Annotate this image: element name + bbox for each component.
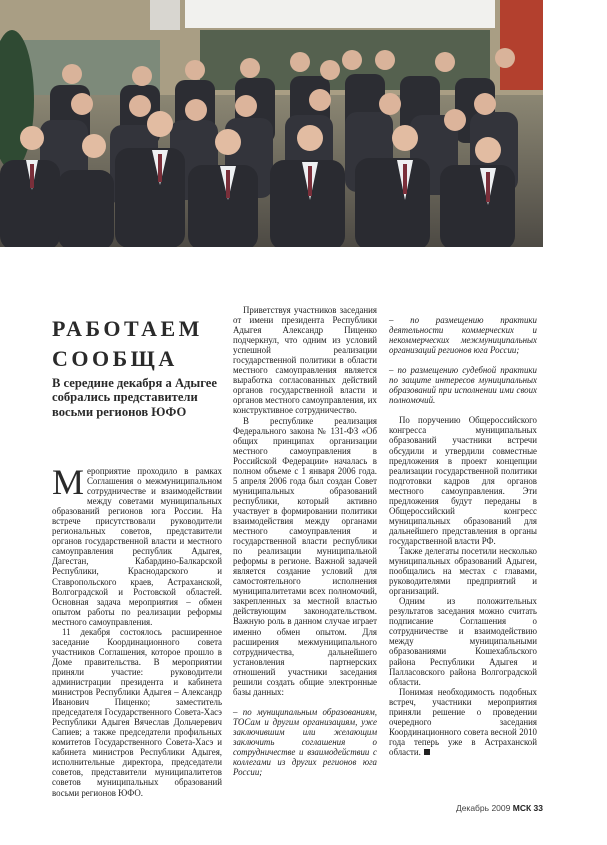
paragraph-5: По поручению Общероссийского конгресса муниципальных образований участники встречи обсудили и утвердили совместные предложения в проект концепции реализации государственной политики подготовки кадров для органов местного самоуправления. Эти предложения будут переданы в Общероссийский конгресс муниципальных образований для дальнейшего представления в органы государственной власти РФ. (389, 415, 537, 546)
text-column-3 (389, 305, 537, 757)
footer-date: Декабрь 2009 (455, 803, 511, 813)
title-line-1: РАБОТАЕМ (52, 316, 203, 341)
quote-3: – по размещению судебной практики по защите интересов муниципальных образований при исполнении ими своих полномочий. (389, 365, 537, 406)
text-column-1 (52, 462, 222, 798)
paragraph-3: Приветствуя участников заседания от имени президента Республики Адыгея Александр Пиценко подчеркнул, что одним из условий успешной реализации государственной политики в области местного самоуправления является выработка согласованных действий органов государственной власти и органов местного самоуправления, их конструктивное сотрудничество. (233, 305, 377, 416)
paragraph-2: 11 декабря состоялось расширенное заседание Координационного совета участников Соглашения, которое прошло в Доме правительства. В мероприятии приняли участие: руководители администрации президента и кабинета министров Республики Адыгея – Александр Иванович Пиценко; заместитель председателя Государственного Совета-Хасэ Республики Адыгея Вячеслав Дольчеревич Сапиев; а также председатели профильных комитетов Государственного Совета-Хасэ и кабинета министров Республики Адыгея, исполнительные директора, председатели советов, представители муниципалитетов советов муниципальных образований восьми регионов ЮФО. (52, 626, 222, 798)
footer-magazine: МСК (512, 803, 532, 813)
article-title (52, 314, 222, 374)
text-column-2 (233, 305, 377, 777)
end-mark (424, 749, 430, 755)
drop-cap: М (52, 462, 85, 502)
group-photo (0, 0, 543, 247)
article-lead: В середине декабря а Адыгее собрались представители восьми регионов ЮФО (52, 376, 217, 419)
paragraph-7: Одним из положительных результатов заседания можно считать подписание Соглашения о сотрудничестве и взаимодействию между муниципальными образованиями Кошехабльского района Республики Адыгея и Палласовского района Волгоградской области. (389, 596, 537, 687)
paragraph-8: Понимая необходимость подобных встреч, участники мероприятия приняли решение о проведении очередного заседания Координационного совета весной 2010 года теперь уже в Астраханской области. (389, 686, 537, 757)
page-footer (456, 803, 543, 813)
page-number: 33 (533, 803, 543, 813)
group-photo-illustration (0, 0, 543, 247)
title-line-2: СООБЩА (52, 346, 178, 371)
paragraph-4: В республике реализация Федерального закона № 131-ФЗ «Об общих принципах организации местного самоуправления в Российской Федерации» началась в полном объеме с 1 января 2006 года. 5 апреля 2006 года был создан Совет муниципальных образований республики, который активно участвует в формировании политики взаимодействия между органами местного самоуправления и государственной власти республики по реализации муниципальной реформы в регионе. Важной задачей является создание условий для самостоятельного исполнения муниципалитетами всех полномочий, закрепленных за местной властью действующим законодательством. Важную роль в данном случае играет именно обмен опытом. Для расширения межмуниципального сотрудничества, дальнейшего установления партнерских отношений участники заседания решили создать общие электронные базы данных: (233, 415, 377, 697)
quote-2: – по размещению практики деятельности коммерческих и некоммерческих межмуниципальных организаций регионов юга России; (389, 315, 537, 356)
quote-1: – по муниципальным образованиям, ТОСам и другим организациям, уже заключившим или желающим заключить соглашения о сотрудничестве и взаимодействии с коллегами из других регионов юга России; (233, 706, 377, 778)
paragraph-6: Также делегаты посетили несколько муниципальных образований Адыгеи, пообщались на местах с главами, руководителями предприятий и организаций. (389, 545, 537, 597)
paragraph-1: Мероприятие проходило в рамках Соглашения о межмуниципальном сотрудничестве и взаимодействии между советами муниципальных образований регионов юга России. На встрече присутствовали руководители региональных советов, представители органов государственной власти и местного самоуправления республик Адыгея, Дагестан, Кабардино-Балкарской Республики, Краснодарского и Ставропольского краев, Астраханской, Волгоградской и Ростовской областей. Основная задача мероприятия – обмен опытом работы по реализации реформы местного самоуправления. (52, 462, 222, 627)
